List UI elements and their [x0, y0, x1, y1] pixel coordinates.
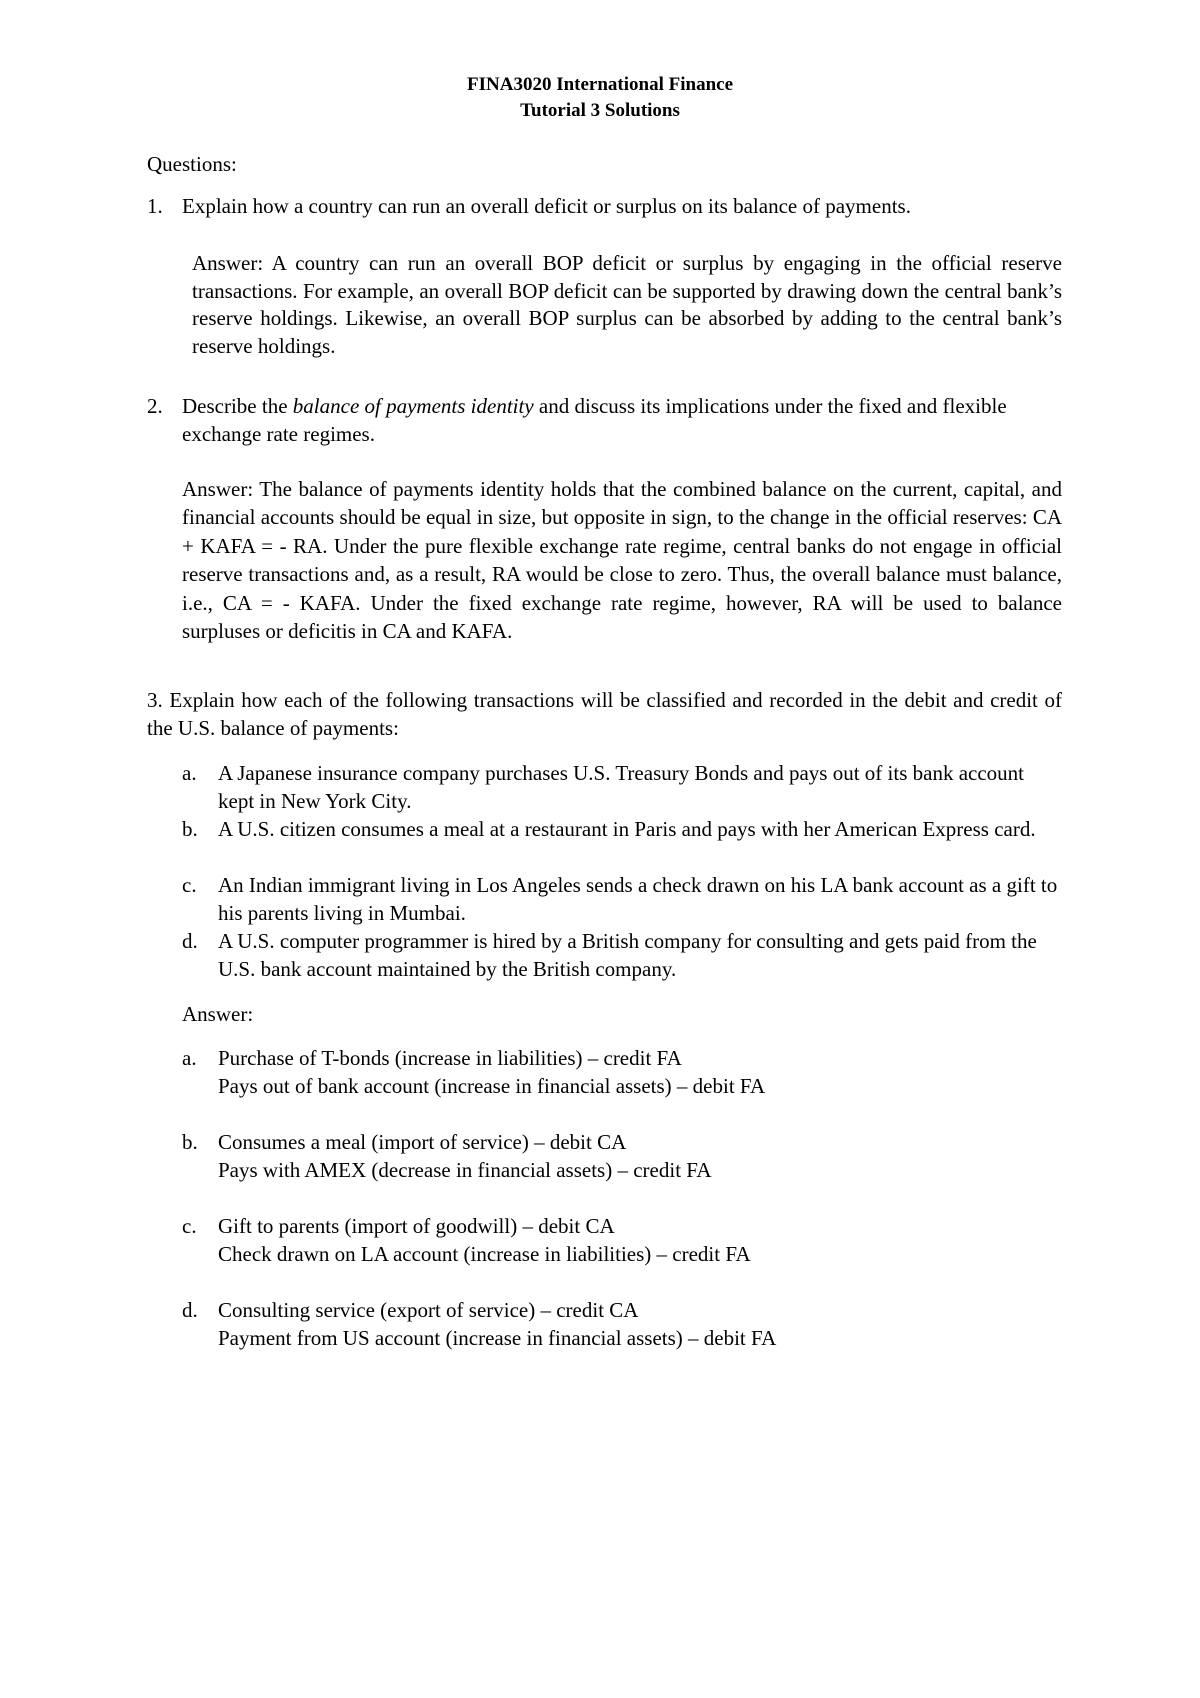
q3-answer-c-line2: Check drawn on LA account (increase in liabilities) – credit FA: [218, 1242, 751, 1266]
question-2-text-after: and discuss its implications under the fixed and flexible exchange rate regimes.: [182, 394, 1007, 446]
q3-answer-a-letter: a.: [182, 1046, 197, 1070]
question-1-answer: Answer: A country can run an overall BOP deficit or surplus by engaging in the official reserve transactions. For example, an overall BOP deficit can be supported by drawing down the central bank’s reserve holdings. Likewise, an overall BOP surplus can be absorbed by adding to the central bank’s reserve holdings.: [192, 251, 1062, 358]
q3-item-d-letter: d.: [182, 929, 198, 953]
q3-answer-b-line2: Pays with AMEX (decrease in financial assets) – credit FA: [218, 1158, 712, 1182]
q3-answer-a-line1: Purchase of T-bonds (increase in liabilities) – credit FA: [218, 1046, 682, 1070]
q3-answer-c-line1: Gift to parents (import of goodwill) – debit CA: [218, 1214, 615, 1238]
q3-item-a-letter: a.: [182, 761, 197, 785]
q3-answer-d-line2: Payment from US account (increase in financial assets) – debit FA: [218, 1326, 777, 1350]
course-title: FINA3020 International Finance: [467, 74, 733, 95]
q3-item-b-text: A U.S. citizen consumes a meal at a restaurant in Paris and pays with her American Express card.: [218, 817, 1036, 841]
question-2-text-before: Describe the: [182, 394, 293, 418]
question-2-answer: Answer: The balance of payments identity holds that the combined balance on the current, capital, and financial accounts should be equal in size, but opposite in sign, to the change in the official reserves: CA + KAFA = - RA. Under the pure flexible exchange rate regime, central banks do not engage in official reserve transactions and, as a result, RA would be close to zero. Thus, the overall balance must balance, i.e., CA = - KAFA. Under the fixed exchange rate regime, however, RA will be used to balance surpluses or deficitis in CA and KAFA.: [182, 477, 1062, 644]
q3-answer-label: Answer:: [182, 1002, 254, 1026]
q3-answer-c-letter: c.: [182, 1214, 197, 1238]
q3-answer-d-letter: d.: [182, 1298, 198, 1322]
q3-item-d-text: A U.S. computer programmer is hired by a British company for consulting and gets paid from the U.S. bank account maintained by the British company.: [218, 929, 1037, 981]
question-2-number: 2.: [147, 394, 163, 418]
q3-answer-b-letter: b.: [182, 1130, 198, 1154]
question-2-text: [182, 392, 1062, 448]
question-1-text: Explain how a country can run an overall deficit or surplus on its balance of payments.: [182, 194, 911, 218]
questions-label: Questions:: [147, 152, 237, 176]
q3-item-c-text: An Indian immigrant living in Los Angeles sends a check drawn on his LA bank account as a gift to his parents living in Mumbai.: [218, 873, 1058, 925]
q3-answer-d-line1: Consulting service (export of service) – credit CA: [218, 1298, 639, 1322]
question-1-number: 1.: [147, 194, 163, 218]
question-3-text: 3. Explain how each of the following transactions will be classified and recorded in the debit and credit of the U.S. balance of payments:: [147, 688, 1062, 740]
q3-answer-a-line2: Pays out of bank account (increase in financial assets) – debit FA: [218, 1074, 766, 1098]
question-2-text-italic: balance of payments identity: [292, 394, 534, 418]
q3-item-b-letter: b.: [182, 817, 198, 841]
q3-item-a-text: A Japanese insurance company purchases U.S. Treasury Bonds and pays out of its bank account kept in New York City.: [218, 761, 1025, 813]
q3-answer-b-line1: Consumes a meal (import of service) – debit CA: [218, 1130, 627, 1154]
q3-item-c-letter: c.: [182, 873, 197, 897]
document-subtitle: Tutorial 3 Solutions: [520, 100, 680, 121]
